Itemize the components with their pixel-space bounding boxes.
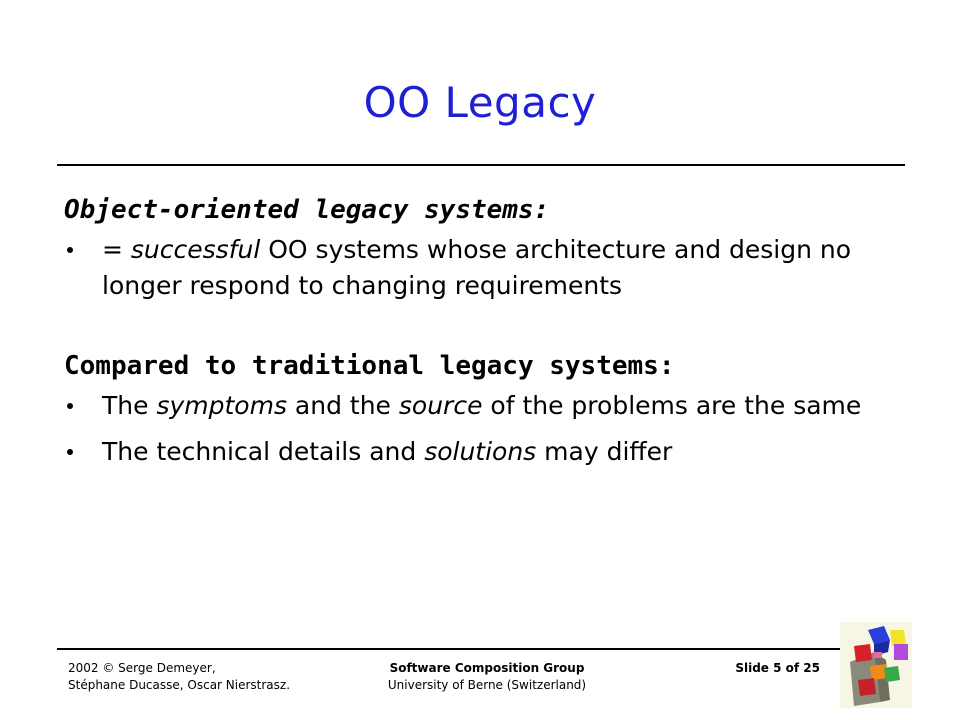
scg-cubes-logo-icon (840, 622, 912, 708)
bullet-text: may differ (536, 437, 673, 466)
bullet-text: of the problems are the same (482, 391, 862, 420)
bullet-item (64, 388, 924, 424)
bullet-text: OO systems whose architecture and design no longer respond to changing requirements (102, 235, 852, 300)
slide-title: OO Legacy (363, 78, 597, 127)
footer-university: University of Berne (Switzerland) (387, 678, 587, 692)
footer-group-name: Software Composition Group (389, 661, 585, 675)
slide-content (64, 190, 924, 480)
bullet-dot-icon (67, 247, 73, 253)
section-heading-oo-legacy: Object-oriented legacy systems: (64, 195, 550, 225)
bullet-dot-icon (67, 449, 73, 455)
bullet-text: The (102, 391, 157, 420)
bullet-emphasis: successful (130, 235, 261, 264)
bullet-item (64, 232, 924, 304)
bullet-dot-icon (67, 403, 73, 409)
bullet-text: The technical details and (102, 437, 425, 466)
footer-affiliation (362, 660, 612, 694)
bullet-item (64, 434, 924, 470)
footer-copyright-line: 2002 © Serge Demeyer, (68, 661, 216, 675)
section-heading-compared: Compared to traditional legacy systems: (64, 351, 675, 381)
bullet-list-compared (64, 388, 924, 470)
bullet-text: = (102, 235, 131, 264)
bullet-emphasis: solutions (424, 437, 537, 466)
bullet-emphasis: source (398, 391, 483, 420)
footer-copyright (68, 660, 290, 694)
bullet-text: and the (286, 391, 399, 420)
title-divider (57, 164, 905, 166)
slide-number: Slide 5 of 25 (735, 661, 820, 675)
bullet-list-oo-legacy (64, 232, 924, 304)
bullet-emphasis: symptoms (156, 391, 287, 420)
footer-divider (57, 648, 847, 650)
footer-authors-line: Stéphane Ducasse, Oscar Nierstrasz. (68, 678, 291, 692)
